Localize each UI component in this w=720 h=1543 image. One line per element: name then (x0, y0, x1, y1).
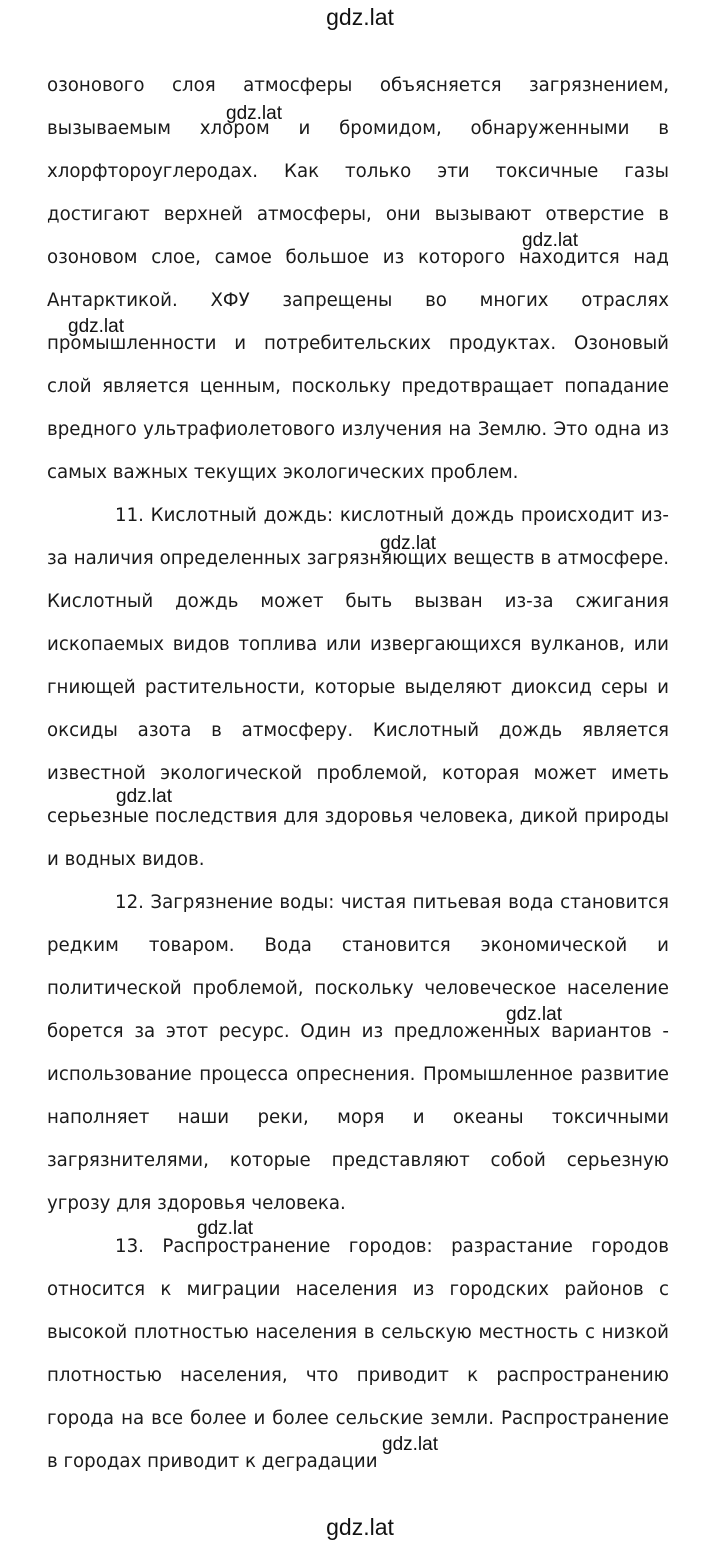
site-header: gdz.lat (326, 4, 394, 30)
paragraph-urban-sprawl: 13. Распространение городов: разрастание городов относится к миграции населения из городских районов с высокой плотностью населения в сельскую местность с низкой плотностью населения, что приводит к распространению города на все более и более сельские земли. Распространение в городах приводит к деградации (47, 1236, 669, 1472)
watermark: gdz.lat (68, 316, 124, 337)
watermark: gdz.lat (506, 1004, 562, 1025)
watermark: gdz.lat (522, 230, 578, 251)
paragraph-water-pollution: 12. Загрязнение воды: чистая питьевая вода становится редким товаром. Вода становится экономической и политической проблемой, поскольку человеческое население борется за этот ресурс. Один из предложенных вариантов - использование процесса опреснения. Промышленное развитие наполняет наши реки, моря и океаны токсичными загрязнителями, которые представляют собой серьезную угрозу для здоровья человека. (47, 892, 669, 1214)
watermark: gdz.lat (116, 786, 172, 807)
paragraph-acid-rain: 11. Кислотный дождь: кислотный дождь происходит из-за наличия определенных загрязняющих веществ в атмосфере. Кислотный дождь может быть вызван из-за сжигания ископаемых видов топлива или извергающихся вулканов, или гниющей растительности, которые выделяют диоксид серы и оксиды азота в атмосферу. Кислотный дождь является известной экологической проблемой, которая может иметь серьезные последствия для здоровья человека, дикой природы и водных видов. (47, 505, 669, 870)
watermark: gdz.lat (197, 1218, 253, 1239)
watermark: gdz.lat (380, 533, 436, 554)
site-footer: gdz.lat (326, 1514, 394, 1540)
paragraph-ozone: озонового слоя атмосферы объясняется загрязнением, вызываемым хлором и бромидом, обнаруженными в хлорфтороуглеродах. Как только эти токсичные газы достигают верхней атмосферы, они вызывают отверстие в озоновом слое, самое большое из которого находится над Антарктикой. ХФУ запрещены во многих отраслях промышленности и потребительских продуктах. Озоновый слой является ценным, поскольку предотвращает попадание вредного ультрафиолетового излучения на Землю. Это одна из самых важных текущих экологических проблем. (47, 75, 669, 483)
watermark: gdz.lat (226, 103, 282, 124)
watermark: gdz.lat (382, 1434, 438, 1455)
document-body (47, 64, 669, 1483)
